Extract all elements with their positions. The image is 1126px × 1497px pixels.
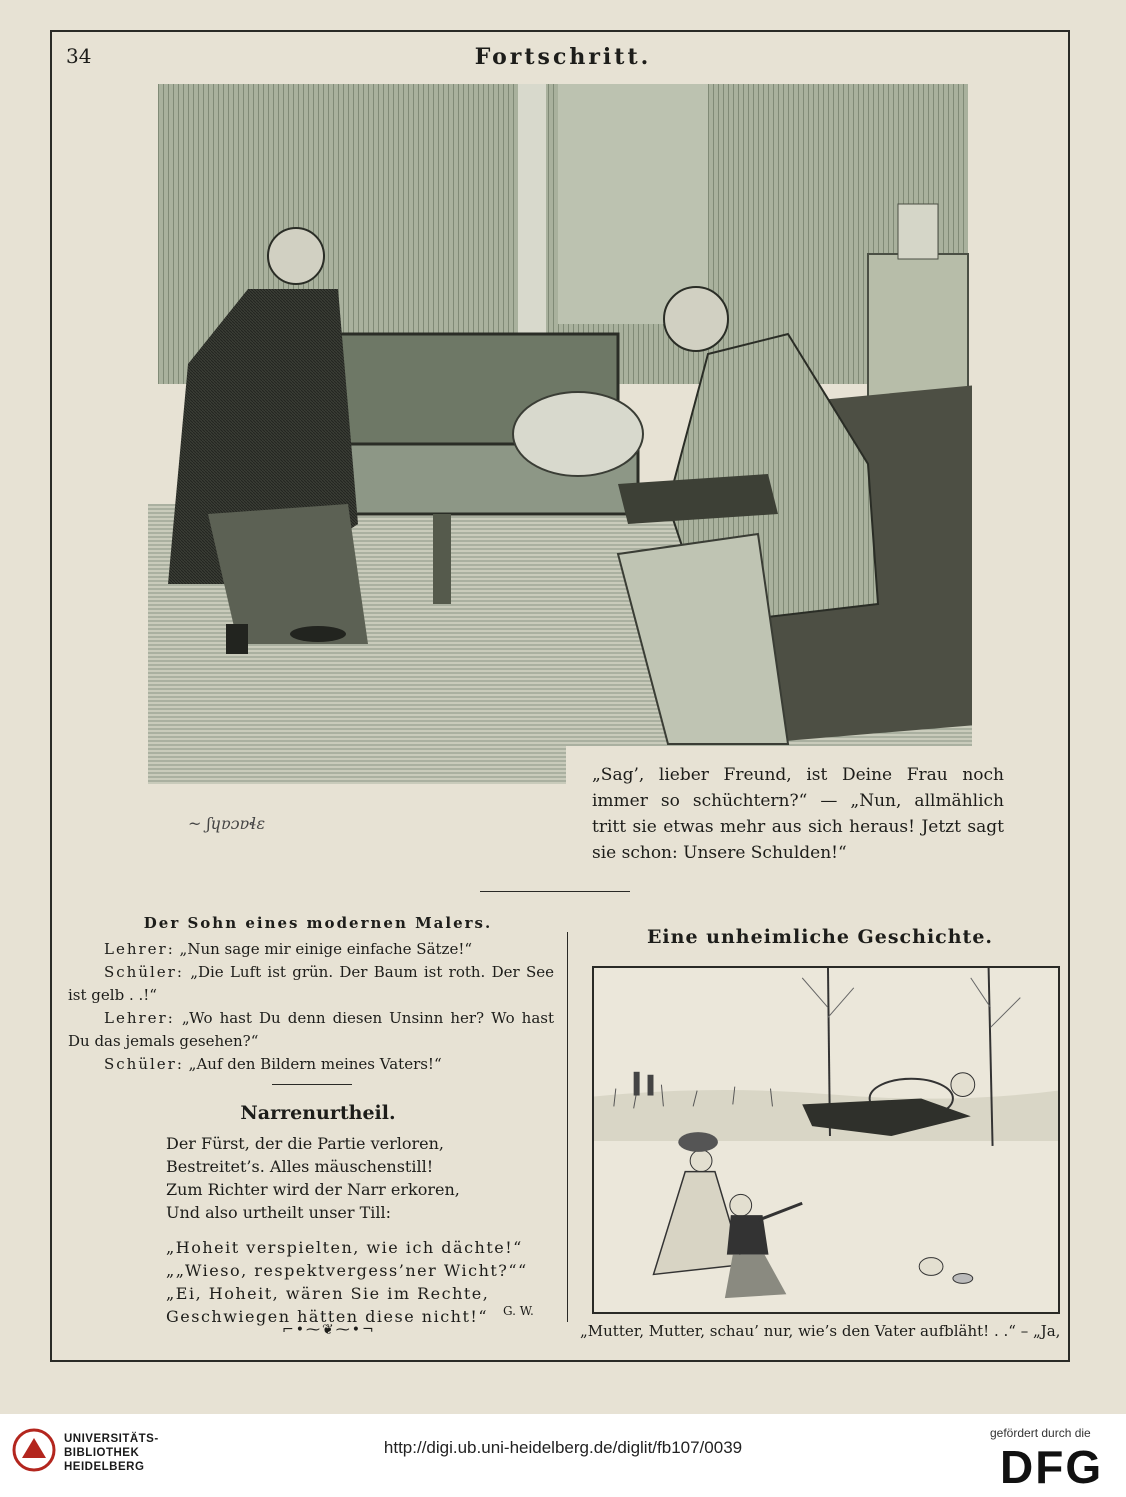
poem-line: Geschwiegen hätten diese nicht!“ xyxy=(166,1307,488,1326)
speaker: Lehrer: xyxy=(104,940,175,958)
article-title-painter: Der Sohn eines modernen Malers. xyxy=(143,914,493,932)
poem-line: Und also urtheilt unser Till: xyxy=(166,1203,392,1222)
permalink[interactable]: http://digi.ub.uni-heidelberg.de/diglit/fb107/0039 xyxy=(383,1438,743,1457)
top-caption: „Sag’, lieber Freund, ist Deine Frau noch immer so schüchtern?“ — „Nun, allmählich tritt sie etwas mehr aus sich heraus! Jetzt sagt sie schon: Unsere Schulden!“ xyxy=(592,765,1004,863)
poem-line: „Hoheit verspielten, wie ich dächte!“ xyxy=(166,1238,523,1257)
ornament: ⌐•⁓❦⁓•¬ xyxy=(282,1322,376,1338)
utterance: „Nun sage mir einige einfache Sätze!“ xyxy=(174,940,473,958)
section-divider xyxy=(480,891,630,892)
speaker: Lehrer: xyxy=(104,1009,175,1027)
dialogue-line-3 xyxy=(68,1007,554,1053)
running-title: Fortschritt. xyxy=(474,44,652,70)
short-divider xyxy=(272,1084,352,1085)
story-illustration xyxy=(592,966,1060,1314)
utterance: „Die Luft ist grün. Der Baum ist roth. Der See ist gelb . .!“ xyxy=(68,963,554,1004)
column-divider xyxy=(567,932,568,1322)
poem-line: Bestreitet’s. Alles mäuschenstill! xyxy=(166,1157,434,1176)
institution-line: HEIDELBERG xyxy=(64,1461,145,1473)
poem-line: Zum Richter wird der Narr erkoren, xyxy=(166,1180,460,1199)
utterance: „Auf den Bildern meines Vaters!“ xyxy=(183,1055,442,1073)
speaker: Schüler: xyxy=(104,1055,184,1073)
dialogue-line-2 xyxy=(68,961,554,1007)
poem-body xyxy=(166,1132,566,1328)
dfg-logo: DFG xyxy=(1000,1441,1104,1493)
dialogue-block xyxy=(68,938,554,1076)
poem-line: Der Fürst, der die Partie verloren, xyxy=(166,1134,445,1153)
institution-line: BIBLIOTHEK xyxy=(64,1447,140,1459)
utterance: „Wo hast Du denn diesen Unsinn her? Wo hast Du das jemals gesehen?“ xyxy=(68,1009,554,1050)
poem-stanza-1 xyxy=(166,1132,566,1224)
svg-text:~ ʃɥɐɔɐɬɛ: ~ ʃɥɐɔɐɬɛ xyxy=(188,814,266,833)
dialogue-line-1 xyxy=(68,938,554,961)
story-caption: „Mutter, Mutter, schau’ nur, wie’s den Vater aufbläht! . .“ – „Ja, xyxy=(580,1322,1061,1340)
page-number: 34 xyxy=(66,44,92,68)
poem-line: „„Wieso, respektvergess’ner Wicht?““ xyxy=(166,1261,528,1280)
funded-by-label: gefördert durch die xyxy=(990,1426,1091,1440)
institution-line: UNIVERSITÄTS- xyxy=(64,1433,159,1445)
dialogue-line-4 xyxy=(68,1053,554,1076)
poem-signature: G. W. xyxy=(503,1304,534,1318)
poem-title: Narrenurtheil. xyxy=(240,1102,396,1124)
speaker: Schüler: xyxy=(104,963,184,981)
article-title-story: Eine unheimliche Geschichte. xyxy=(646,926,994,948)
poem-line: „Ei, Hoheit, wären Sie im Rechte, xyxy=(166,1284,490,1303)
